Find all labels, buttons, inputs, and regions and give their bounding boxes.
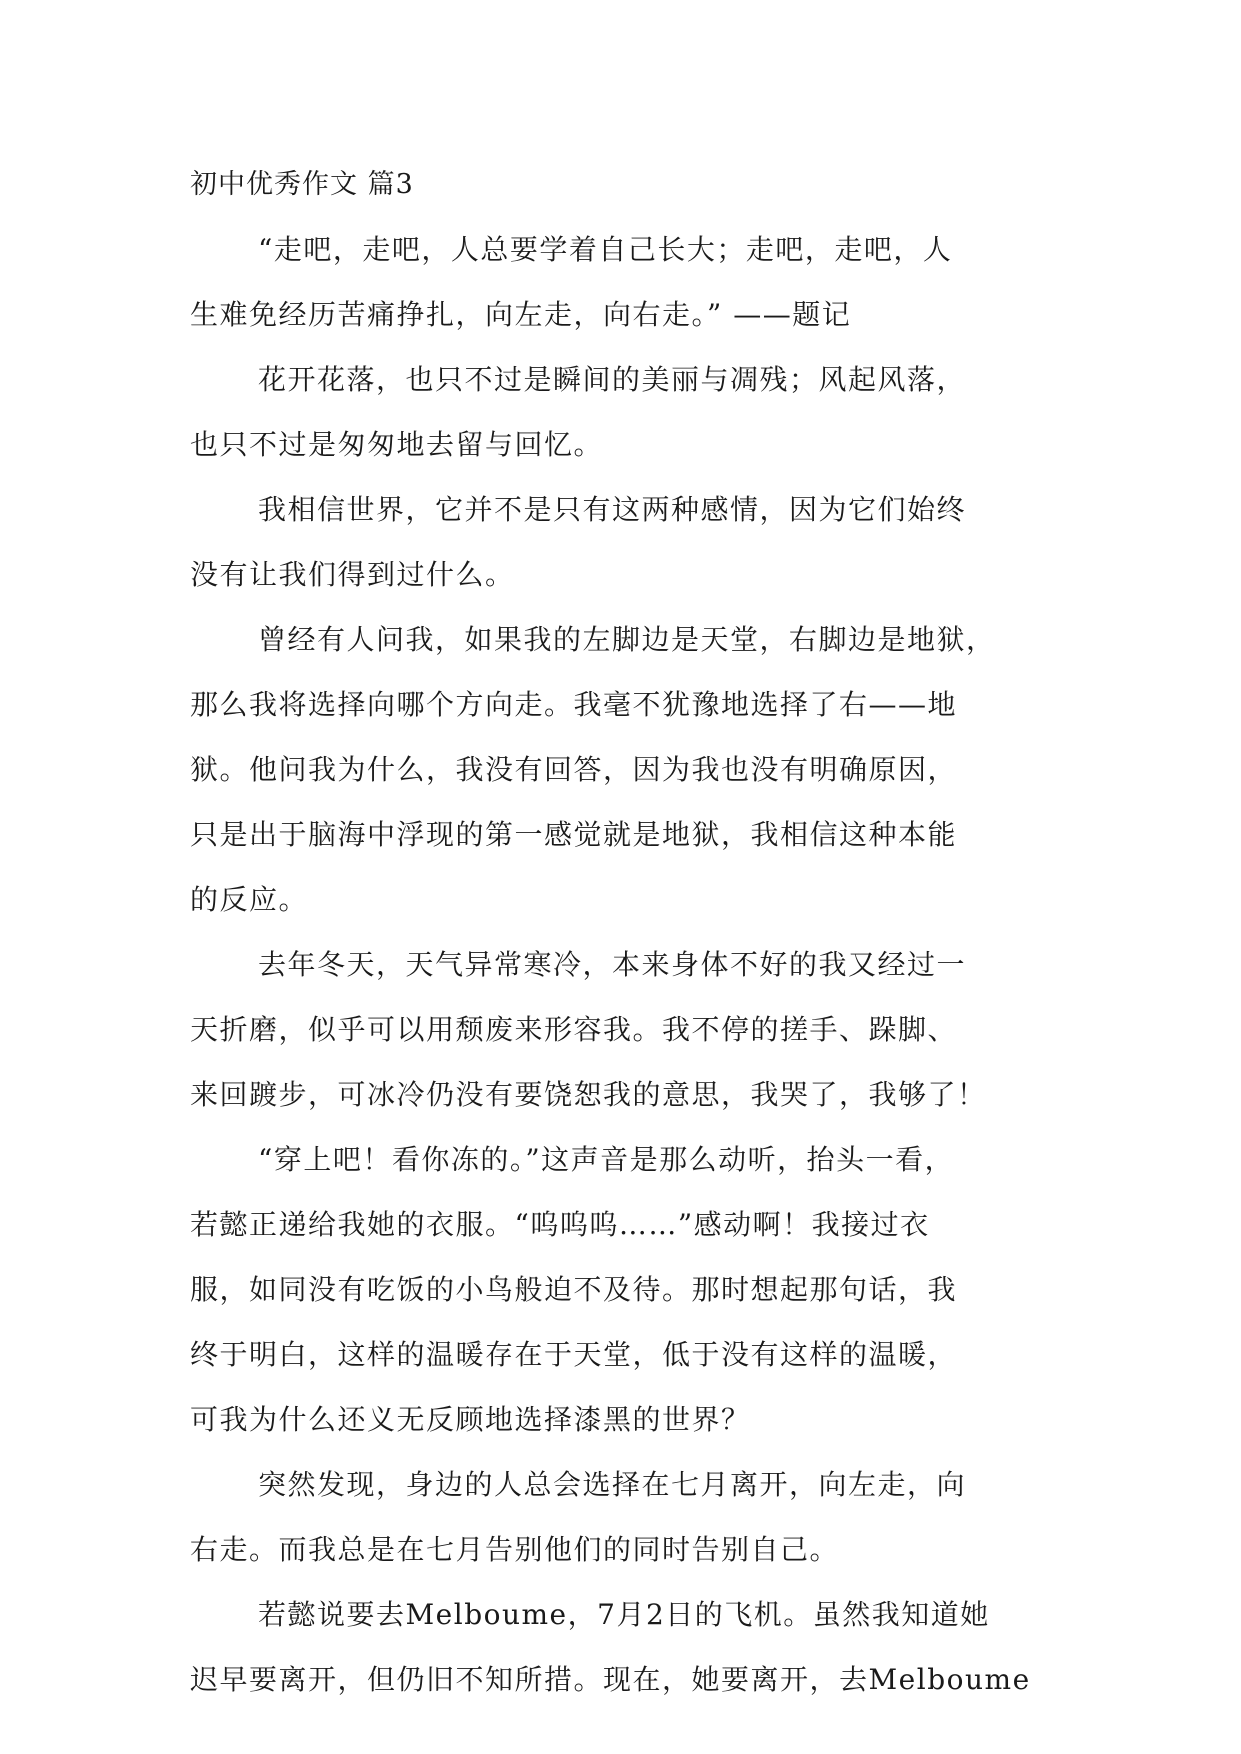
text-line: 我相信世界，它并不是只有这两种感情，因为它们始终 bbox=[258, 493, 967, 526]
text-line: 服，如同没有吃饭的小鸟般迫不及待。那时想起那句话，我 bbox=[190, 1273, 958, 1306]
text-line: 迟早要离开，但仍旧不知所措。现在，她要离开，去Melboume bbox=[190, 1663, 1031, 1696]
text-line: 也只不过是匆匆地去留与回忆。 bbox=[190, 428, 604, 461]
text-line: 去年冬天，天气异常寒冷，本来身体不好的我又经过一 bbox=[258, 948, 967, 981]
text-line: 来回踱步，可冰冷仍没有要饶恕我的意思，我哭了，我够了！ bbox=[190, 1078, 987, 1111]
text-line: 若懿说要去Melboume，7月2日的飞机。虽然我知道她 bbox=[258, 1598, 990, 1631]
text-line: 只是出于脑海中浮现的第一感觉就是地狱，我相信这种本能 bbox=[190, 818, 958, 851]
text-line: 狱。他问我为什么，我没有回答，因为我也没有明确原因， bbox=[190, 753, 958, 786]
text-line: “穿上吧！看你冻的。”这声音是那么动听，抬头一看， bbox=[258, 1143, 955, 1176]
text-line: “走吧，走吧，人总要学着自己长大；走吧，走吧，人 bbox=[258, 233, 953, 266]
text-line: 右走。而我总是在七月告别他们的同时告别自己。 bbox=[190, 1533, 840, 1566]
text-line: 终于明白，这样的温暖存在于天堂，低于没有这样的温暖， bbox=[190, 1338, 958, 1371]
text-line: 可我为什么还义无反顾地选择漆黑的世界？ bbox=[190, 1403, 751, 1436]
text-line: 若懿正递给我她的衣服。“呜呜呜……”感动啊！我接过衣 bbox=[190, 1208, 930, 1241]
text-line: 天折磨，似乎可以用颓废来形容我。我不停的搓手、跺脚、 bbox=[190, 1013, 958, 1046]
text-line: 没有让我们得到过什么。 bbox=[190, 558, 515, 591]
text-line: 那么我将选择向哪个方向走。我毫不犹豫地选择了右——地 bbox=[190, 688, 958, 721]
text-line: 的反应。 bbox=[190, 883, 309, 916]
essay-heading: 初中优秀作文 篇3 bbox=[190, 169, 414, 200]
text-line: 生难免经历苦痛挣扎，向左走，向右走。” ——题记 bbox=[190, 298, 852, 331]
text-line: 突然发现，身边的人总会选择在七月离开，向左走，向 bbox=[258, 1468, 967, 1501]
text-line: 曾经有人问我，如果我的左脚边是天堂，右脚边是地狱， bbox=[258, 623, 996, 656]
text-line: 花开花落，也只不过是瞬间的美丽与凋残；风起风落， bbox=[258, 363, 967, 396]
